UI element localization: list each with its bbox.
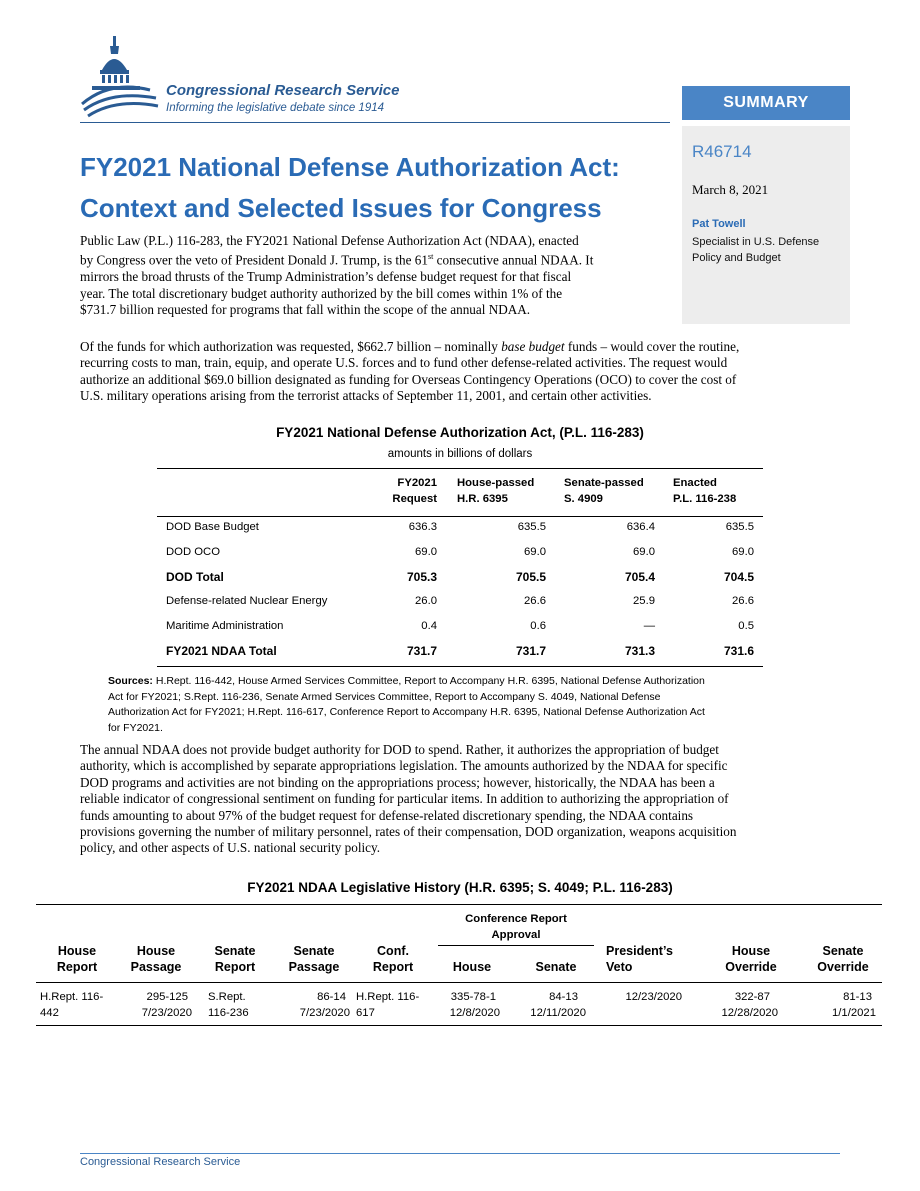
cell-request: 705.3 xyxy=(406,570,437,584)
table2 xyxy=(36,904,882,1026)
header-line: Report xyxy=(372,959,414,974)
table-row xyxy=(157,546,763,566)
table-row xyxy=(157,644,763,664)
table2-title: FY2021 NDAA Legislative History (H.R. 6395; S. 4049; P.L. 116-283) xyxy=(247,880,673,895)
page-title xyxy=(80,147,680,229)
summary-banner: SUMMARY xyxy=(682,86,850,120)
capitol-dome-icon xyxy=(80,34,162,120)
cell-line: H.Rept. 116- xyxy=(40,991,104,1003)
author-name: Pat Towell xyxy=(692,218,746,230)
footer-rule xyxy=(80,1153,840,1154)
col-header-house-report xyxy=(36,944,118,975)
header-line: FY2021 xyxy=(397,477,437,489)
table-row xyxy=(36,990,882,1024)
header-line: Passage xyxy=(288,959,340,974)
conf-approval-header xyxy=(436,912,596,943)
para2-line: U.S. military operations arising from the terrorist attacks of September 11, 2001, and certain other activities. xyxy=(80,388,652,404)
row-label: Maritime Administration xyxy=(166,620,284,632)
para1-line: $731.7 billion requested for programs that fall within the scope of the annual NDAA. xyxy=(80,302,531,318)
header-line: Veto xyxy=(606,959,633,974)
conf-approval-rule xyxy=(438,945,594,946)
para2-line: recurring costs to man, train, equip, and operate U.S. forces and to fund other defense-related activities. The request would xyxy=(80,355,728,371)
para1-text: by Congress over the veto of President Donald J. Trump, is the 61 xyxy=(80,252,428,268)
table-row xyxy=(157,620,763,640)
cell-enacted: 26.6 xyxy=(732,595,754,607)
cell-request: 636.3 xyxy=(408,521,437,533)
cell-line: 335-78-1 xyxy=(450,991,496,1003)
header-rule xyxy=(80,122,670,123)
col-header-house-override xyxy=(716,944,786,975)
table1-col-header-request xyxy=(357,476,437,507)
para2-italic: base budget xyxy=(501,339,565,354)
para1-line: year. The total discretionary budget authority authorized by the bill comes within 1% of the xyxy=(80,285,563,301)
header-line: House-passed xyxy=(457,477,535,489)
table2-bottom-rule xyxy=(36,1025,882,1026)
cell-house: 0.6 xyxy=(530,620,546,632)
para1-superscript: st xyxy=(427,252,434,262)
para3-line: funds amounting to about 97% of the budget request for defense-related discretionary spending, the NDAA contains xyxy=(80,807,694,823)
row-label: Defense-related Nuclear Energy xyxy=(166,595,328,607)
cell-line: 12/8/2020 xyxy=(449,1006,500,1019)
row-label: DOD Base Budget xyxy=(166,521,259,533)
header-line: Conf. xyxy=(377,944,409,958)
cell-line: H.Rept. 116- xyxy=(356,991,420,1003)
cell-line: 12/23/2020 xyxy=(625,991,682,1003)
cell-enacted: 635.5 xyxy=(725,521,754,533)
table-row xyxy=(157,595,763,615)
cell-line: 322-87 xyxy=(734,991,770,1003)
cell-line: S.Rept. xyxy=(208,991,246,1003)
cell-line: 7/23/2020 xyxy=(141,1006,192,1019)
sources-text: H.Rept. 116-442, House Armed Services Committee, Report to Accompany H.R. 6395, National Defense Authorization xyxy=(152,675,705,687)
sources-line: Authorization Act for FY2021; H.Rept. 116-617, Conference Report to Accompany H.R. 6395, National Defense Authorization Act xyxy=(108,706,705,718)
author-title-line1: Specialist in U.S. Defense xyxy=(692,236,820,248)
sources-line xyxy=(108,674,848,690)
table1-top-rule xyxy=(157,468,763,469)
table1-subtitle: amounts in billions of dollars xyxy=(387,448,533,460)
cell-senate-override xyxy=(806,990,876,1021)
header-line: Report xyxy=(56,959,98,974)
header-line: H.R. 6395 xyxy=(457,492,508,505)
cell-house-override xyxy=(706,990,778,1021)
header-line: Senate xyxy=(293,944,335,958)
cell-senate-passage xyxy=(280,990,350,1021)
col-header-veto xyxy=(606,944,696,975)
summary-side-panel xyxy=(682,126,850,324)
cell-request: 69.0 xyxy=(415,546,437,558)
summary-paragraph-1 xyxy=(80,233,680,318)
cell-request: 0.4 xyxy=(421,620,437,632)
cell-senate: 69.0 xyxy=(633,546,655,558)
para1-line xyxy=(80,249,680,269)
table1-sources xyxy=(108,674,848,736)
cell-line: 12/11/2020 xyxy=(530,1006,586,1019)
cell-senate: 705.4 xyxy=(624,570,655,584)
cell-conf-house xyxy=(430,990,500,1021)
cell-house: 635.5 xyxy=(517,521,546,533)
cell-line: 81-13 xyxy=(843,991,872,1003)
table1-title: FY2021 National Defense Authorization Act, (P.L. 116-283) xyxy=(276,425,644,440)
cell-senate: 636.4 xyxy=(626,521,655,533)
cell-request: 731.7 xyxy=(406,644,437,658)
cell-enacted: 704.5 xyxy=(723,570,754,584)
header-line: Approval xyxy=(491,928,541,941)
cell-conf-senate xyxy=(516,990,586,1021)
cell-house: 731.7 xyxy=(515,644,546,658)
crs-logo xyxy=(80,34,470,124)
col-header-conf-senate: Senate xyxy=(535,960,577,974)
cell-house-passage xyxy=(122,990,192,1021)
header-line: Passage xyxy=(130,959,182,974)
header-line: President’s xyxy=(606,944,673,958)
para3-line: policy, and other aspects of U.S. national security policy. xyxy=(80,840,381,856)
para3-line: DOD programs and activities are not binding on the appropriations process; however, historically, the NDAA has been a xyxy=(80,774,715,790)
para1-line: mirrors the broad thrusts of the Trump Administration’s defense budget request for that fiscal xyxy=(80,269,572,285)
cell-line: 442 xyxy=(40,1006,59,1019)
cell-enacted: 69.0 xyxy=(732,546,754,558)
author-title-line2: Policy and Budget xyxy=(692,252,781,264)
cell-senate: — xyxy=(643,620,655,632)
cell-request: 26.0 xyxy=(415,595,437,607)
cell-conf-report xyxy=(356,990,436,1021)
col-header-house-passage xyxy=(122,944,190,975)
cell-senate: 731.3 xyxy=(624,644,655,658)
header-line: Conference Report xyxy=(465,913,567,925)
cell-senate-report xyxy=(208,990,278,1021)
header-line: P.L. 116-238 xyxy=(673,492,737,505)
page-title-line1: FY2021 National Defense Authorization Act: xyxy=(80,152,620,182)
header-line: Request xyxy=(392,492,437,505)
table1-col-header-senate xyxy=(564,476,664,507)
cell-house: 26.6 xyxy=(524,595,546,607)
para3-line: provisions governing the number of military personnel, rates of their compensation, DOD organization, weapons acquisition xyxy=(80,824,737,840)
header-line: Senate xyxy=(822,944,864,958)
col-header-conf-report xyxy=(356,944,430,975)
report-number: R46714 xyxy=(692,142,752,161)
sources-line: for FY2021. xyxy=(108,721,163,734)
para2-text: Of the funds for which authorization was requested, $662.7 billion – nominally xyxy=(80,339,502,354)
cell-enacted: 0.5 xyxy=(738,620,754,632)
sources-label: Sources: xyxy=(108,675,153,687)
org-tagline: Informing the legislative debate since 1914 xyxy=(166,102,385,114)
row-label: DOD OCO xyxy=(166,546,220,558)
table2-header-rule xyxy=(36,982,882,983)
table1-col-header-house xyxy=(457,476,557,507)
cell-enacted: 731.6 xyxy=(723,644,754,658)
header-line: Enacted xyxy=(673,477,717,489)
col-header-senate-override xyxy=(808,944,878,975)
header-line: Report xyxy=(214,959,256,974)
report-date: March 8, 2021 xyxy=(692,182,769,197)
col-header-senate-passage xyxy=(278,944,350,975)
cell-line: 12/28/2020 xyxy=(721,1006,778,1019)
org-name: Congressional Research Service xyxy=(166,82,400,99)
table1-bottom-rule xyxy=(157,666,763,667)
cell-senate: 25.9 xyxy=(633,595,655,607)
cell-line: 1/1/2021 xyxy=(832,1006,876,1019)
header-line: House xyxy=(136,944,176,958)
col-header-senate-report xyxy=(200,944,270,975)
row-label: FY2021 NDAA Total xyxy=(166,644,277,658)
row-label: DOD Total xyxy=(166,570,224,584)
cell-line: 7/23/2020 xyxy=(299,1006,350,1019)
para3-line: reliable indicator of congressional sentiment on funding for particular items. In addition to authorizing the appropriation of xyxy=(80,791,729,807)
para2-text: funds – would cover the routine, xyxy=(564,339,740,354)
para1-text: consecutive annual NDAA. It xyxy=(433,252,594,268)
table1 xyxy=(157,476,763,666)
header-line: Override xyxy=(725,959,777,974)
cell-line: 295-125 xyxy=(146,991,188,1003)
table1-col-header-enacted xyxy=(673,476,768,507)
header-line: House xyxy=(57,944,97,958)
header-line: House xyxy=(731,944,771,958)
header-line: Senate xyxy=(214,944,256,958)
para1-line: Public Law (P.L.) 116-283, the FY2021 National Defense Authorization Act (NDAA), enacted xyxy=(80,233,579,248)
cell-house: 69.0 xyxy=(524,546,546,558)
cell-line: 86-14 xyxy=(317,991,346,1003)
table-row xyxy=(157,521,763,541)
cell-line: 617 xyxy=(356,1006,375,1019)
cell-line: 84-13 xyxy=(549,991,578,1003)
table-row xyxy=(157,570,763,590)
para2-line xyxy=(80,339,855,355)
header-line: Senate-passed xyxy=(564,477,644,489)
sources-line: Act for FY2021; S.Rept. 116-236, Senate Armed Services Committee, Report to Accompany S. 4049, National Defense xyxy=(108,690,661,703)
summary-paragraph-3 xyxy=(80,742,855,857)
footer-org-name: Congressional Research Service xyxy=(80,1156,241,1168)
para3-line: authority, which is accomplished by separate appropriations legislation. The amounts authorized by the NDAA for specific xyxy=(80,758,728,774)
para3-line: The annual NDAA does not provide budget authority for DOD to spend. Rather, it authorizes the appropriation of budget xyxy=(80,742,719,757)
page-title-line2: Context and Selected Issues for Congress xyxy=(80,193,602,223)
cell-line: 116-236 xyxy=(208,1006,249,1019)
cell-house: 705.5 xyxy=(515,570,546,584)
cell-house-report xyxy=(40,990,120,1021)
summary-paragraph-2 xyxy=(80,339,855,405)
cell-veto xyxy=(606,990,682,1006)
header-line: S. 4909 xyxy=(564,492,603,505)
table1-header-rule xyxy=(157,516,763,517)
header-line: Override xyxy=(817,959,869,974)
para2-line: authorize an additional $69.0 billion designated as funding for Overseas Contingency Operations (OCO) to cover the cost of xyxy=(80,371,737,387)
col-header-conf-house: House xyxy=(452,960,492,974)
